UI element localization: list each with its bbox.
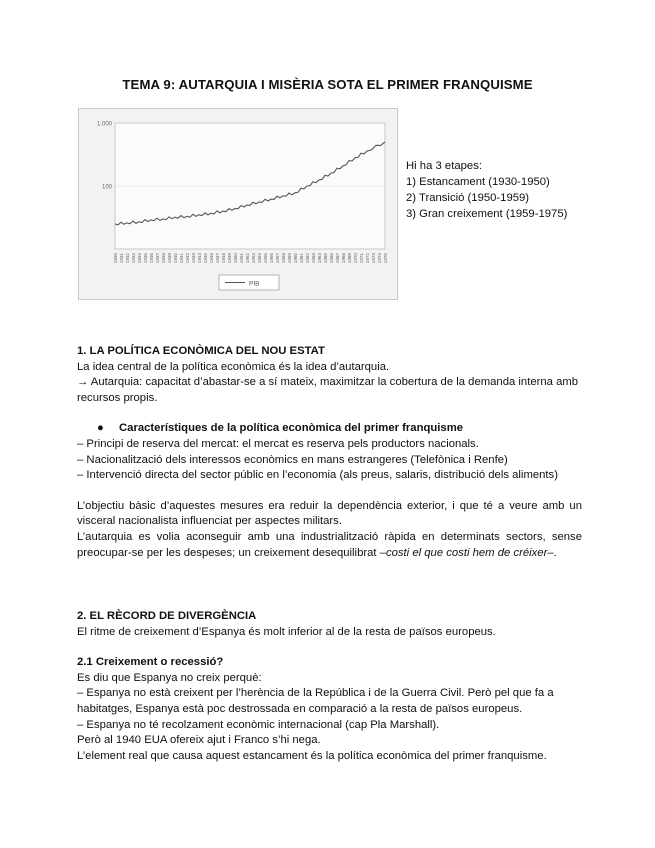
- x-tick-label: 1960: [293, 253, 298, 264]
- list-item: – Espanya no està creixent per l’herència de la República i de la Guerra Civil. Però pel que fa a habitatges, Espanya està poc destrossada en comparació a la resta de països europeus.: [77, 687, 554, 715]
- paragraph: La idea central de la política econòmica és la idea d’autarquia.: [77, 360, 390, 373]
- stages-intro: Hi ha 3 etapes:: [406, 160, 482, 172]
- legend-label: PIB: [249, 280, 260, 288]
- x-tick-label: 1962: [305, 253, 310, 264]
- section-1-heading: 1. LA POLÍTICA ECONÒMICA DEL NOU ESTAT: [77, 345, 325, 357]
- x-tick-label: 1961: [299, 253, 304, 264]
- y-tick-label: 100: [101, 184, 112, 191]
- list-item: – Espanya no té recolzament econòmic internacional (cap Pla Marshall).: [77, 718, 440, 731]
- x-tick-label: 1938: [161, 253, 166, 264]
- x-tick-label: 1950: [233, 253, 238, 264]
- x-tick-label: 1948: [221, 253, 226, 264]
- x-tick-label: 1956: [269, 253, 274, 264]
- bullet-heading-text: Característiques de la política econòmica del primer franquisme: [119, 422, 464, 435]
- x-tick-label: 1957: [275, 253, 280, 264]
- x-tick-label: 1945: [203, 253, 208, 264]
- x-tick-label: 1972: [365, 253, 370, 264]
- paragraph: El ritme de creixement d’Espanya és molt inferior al de la resta de països europeus.: [77, 625, 496, 638]
- x-tick-label: 1975: [383, 253, 388, 264]
- x-ticks: [113, 253, 388, 264]
- x-tick-label: 1955: [263, 253, 268, 264]
- x-tick-label: 1963: [311, 253, 316, 264]
- x-tick-label: 1934: [137, 253, 142, 264]
- y-ticks: [97, 122, 113, 191]
- italic-quote: costi el que costi hem de créixer: [385, 546, 548, 559]
- x-tick-label: 1947: [215, 253, 220, 264]
- x-tick-label: 1935: [143, 253, 148, 264]
- x-tick-label: 1952: [245, 253, 250, 264]
- x-tick-label: 1933: [131, 253, 136, 264]
- paragraph: L’objectiu bàsic d’aquestes mesures era reduir la dependència exterior, i que té a veure amb un visceral nacionalista influenciat per aspectes militars.: [77, 499, 582, 528]
- paragraph-text: L’autarquia es volia aconseguir amb una industrialització ràpida en determinats sectors, sense preocupar-se per les despeses; un creixement desequilibrat –: [77, 530, 582, 559]
- stage-item: 3) Gran creixement (1959-1975): [406, 208, 568, 220]
- list-item: L’element real que causa aquest estancament és la política econòmica del primer franquisme.: [77, 749, 547, 762]
- list-item: – Principi de reserva del mercat: el mercat es reserva pels productors nacionals.: [77, 437, 479, 450]
- x-tick-label: 1931: [119, 253, 124, 264]
- paragraph: → Autarquia: capacitat d’abastar-se a sí mateix, maximitzar la cobertura de la demanda interna amb recursos propis.: [77, 376, 579, 404]
- list-item: – Nacionalització dels interessos econòmics en mans estrangeres (Telefònica i Renfe): [77, 453, 508, 466]
- paragraph: [77, 530, 582, 561]
- x-tick-label: 1973: [371, 253, 376, 264]
- x-tick-label: 1939: [167, 253, 172, 264]
- x-tick-label: 1942: [185, 253, 190, 264]
- list-item: Es diu que Espanya no creix perquè:: [77, 671, 262, 684]
- x-tick-label: 1953: [251, 253, 256, 264]
- x-tick-label: 1944: [197, 253, 202, 264]
- stage-item: 2) Transició (1950-1959): [406, 192, 530, 204]
- x-tick-label: 1932: [125, 253, 130, 264]
- y-tick-label: 1.000: [96, 121, 112, 128]
- x-tick-label: 1943: [191, 253, 196, 264]
- x-tick-label: 1937: [155, 253, 160, 264]
- x-tick-label: 1967: [335, 253, 340, 264]
- bullet-heading: [77, 421, 582, 437]
- x-tick-label: 1941: [179, 253, 184, 264]
- x-tick-label: 1970: [353, 253, 358, 264]
- x-tick-label: 1965: [323, 253, 328, 264]
- page-title: TEMA 9: AUTARQUIA I MISÈRIA SOTA EL PRIMER FRANQUISME: [122, 77, 533, 92]
- x-tick-label: 1946: [209, 253, 214, 264]
- x-tick-label: 1974: [377, 253, 382, 264]
- section-2-heading: 2. EL RÈCORD DE DIVERGÈNCIA: [77, 610, 257, 622]
- stage-item: 1) Estancament (1930-1950): [406, 176, 550, 188]
- x-tick-label: 1964: [317, 253, 322, 264]
- x-tick-label: 1966: [329, 253, 334, 264]
- x-tick-label: 1949: [227, 253, 232, 264]
- x-tick-label: 1969: [347, 253, 352, 264]
- paragraph-text-end: –.: [547, 546, 557, 559]
- x-tick-label: 1930: [113, 253, 118, 264]
- gdp-chart-svg: [79, 109, 397, 299]
- bullet-dot-icon: ●: [97, 422, 104, 435]
- list-item: Però al 1940 EUA ofereix ajut i Franco s’hi nega.: [77, 734, 321, 747]
- gdp-chart: [78, 108, 398, 300]
- x-tick-label: 1951: [239, 253, 244, 264]
- stages-list: [406, 158, 567, 222]
- section-1: [77, 344, 582, 561]
- list-item: – Intervenció directa del sector públic en l’economia (als preus, salaris, distribució dels aliments): [77, 469, 558, 482]
- x-tick-label: 1971: [359, 253, 364, 264]
- x-tick-label: 1958: [281, 253, 286, 264]
- x-tick-label: 1959: [287, 253, 292, 264]
- x-tick-label: 1968: [341, 253, 346, 264]
- subsection-heading: 2.1 Creixement o recessió?: [77, 656, 224, 669]
- x-tick-label: 1954: [257, 253, 262, 264]
- x-tick-label: 1936: [149, 253, 154, 264]
- x-tick-label: 1940: [173, 253, 178, 264]
- section-2: [77, 609, 582, 764]
